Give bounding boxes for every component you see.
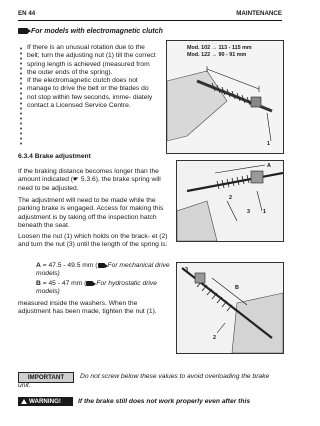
important-text: Do not screw below these values to avoid overloading the brake unit. xyxy=(18,373,270,389)
brake-para-1: If the braking distance becomes longer than the amount indicated (☛ 5.3.6), the brake spring will need to be adjusted. xyxy=(18,168,161,192)
electromagnetic-para-1: If there is an unusual rotation due to the belt; turn the adjusting nut (1) till the correct spring length is achieved (measured from the outer ends of the spring). xyxy=(27,44,156,76)
pointing-hand-icon xyxy=(18,28,28,34)
warning-triangle-icon xyxy=(21,399,27,404)
spec-b-note: For hydrostatic drive models) xyxy=(36,280,157,296)
figure3-callout-2: 2 xyxy=(213,335,216,341)
figure2-callout-3: 3 xyxy=(247,209,250,215)
figure2-callout-1: 1 xyxy=(263,209,266,215)
spec-b-value: = 45 - 47 mm xyxy=(42,280,83,287)
spec-a-note: For mechanical drive models) xyxy=(36,262,170,278)
brake-para-3: Loosen the nut (1) which holds on the brack- et (2) and turn the nut (3) until the length of the spring is: xyxy=(18,233,168,249)
pointing-hand-icon xyxy=(86,281,93,286)
electromagnetic-para-2: If the electromagnetic clutch does not manage to drive the belt or the blades do not stop within few seconds, imme- diately contact a Licensed Service Centre. xyxy=(27,77,153,110)
brake-section-title xyxy=(18,153,91,160)
figure1-callout-1: 1 xyxy=(267,141,270,147)
figure2-label-a: A xyxy=(267,163,271,169)
spec-a-value: = 47.5 - 49.5 mm xyxy=(42,262,94,269)
section-header: MAINTENANCE xyxy=(236,10,282,17)
brake-section-name: Brake adjustment xyxy=(34,153,91,160)
electromagnetic-title xyxy=(18,28,163,35)
electromagnetic-text xyxy=(27,44,157,110)
brake-para-4: measured inside the washers. When the adjustment has been made, tighten the nut (1). xyxy=(18,300,157,316)
figure-brake-spring-b xyxy=(176,262,284,354)
figure1-spec-1: Mod. 102 → 113 - 115 mm xyxy=(187,45,252,51)
brake-section-number: 6.3.4 xyxy=(18,153,33,160)
spec-b: B = 45 - 47 mm ( For hydrostatic drive models) xyxy=(36,280,157,296)
figure2-callout-2: 2 xyxy=(229,195,232,201)
electromagnetic-title-text: For models with electromagnetic clutch xyxy=(31,28,163,35)
page-number: EN 44 xyxy=(18,10,36,17)
spec-a-label: A xyxy=(36,262,41,269)
spec-a: A = 47.5 - 49.5 mm ( For mechanical drive models) xyxy=(36,262,170,278)
figure-brake-spring-a xyxy=(176,160,284,242)
figure-spring-length xyxy=(166,40,284,154)
important-badge: IMPORTANT xyxy=(18,372,74,383)
dotted-margin xyxy=(19,46,23,146)
spec-b-label: B xyxy=(36,280,41,287)
figure1-spec-2: Mod. 122 → 90 - 91 mm xyxy=(187,52,247,58)
header-rule xyxy=(18,20,282,21)
warning-text: If the brake still does not work properly even after this xyxy=(78,398,251,405)
figure3-label-b: B xyxy=(235,285,239,291)
brake-spring-b-illustration xyxy=(177,263,283,353)
warning-badge xyxy=(18,397,73,406)
figure3-callout-3: 3 xyxy=(185,267,188,273)
warning-badge-label: WARNING! xyxy=(29,398,61,405)
brake-para-2: The adjustment will need to be made while the parking brake is engaged. Access for making this adjustment is by taking off the inspection hatch beneath the seat. xyxy=(18,197,164,229)
pointing-hand-icon xyxy=(98,263,105,268)
